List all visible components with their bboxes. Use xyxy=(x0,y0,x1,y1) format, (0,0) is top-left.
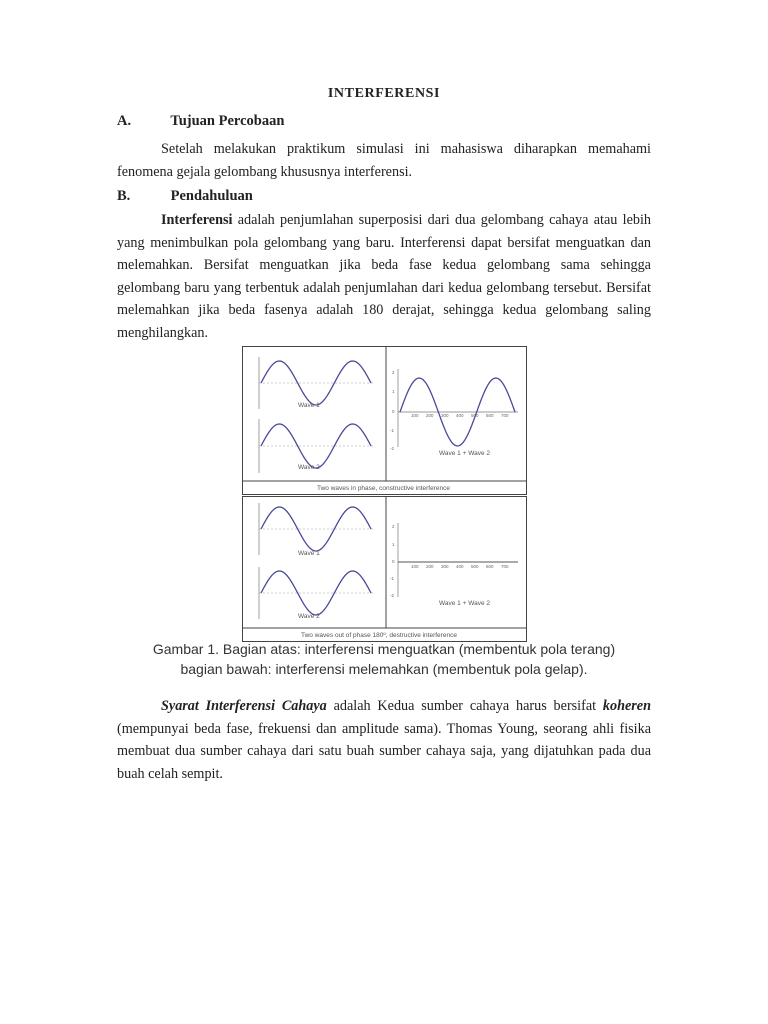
y-tick: -2 xyxy=(390,446,395,451)
y-tick: -1 xyxy=(390,576,395,581)
y-tick: 0 xyxy=(392,409,395,414)
term-koheren: koheren xyxy=(602,698,651,714)
section-b-label: Pendahuluan xyxy=(170,188,253,204)
wave-2-label: Wave 2 xyxy=(298,464,320,471)
x-tick: 100 xyxy=(411,413,419,418)
wave-1-label: Wave 1 xyxy=(298,402,320,409)
figure-constructive-graph xyxy=(243,347,526,494)
x-tick: 600 xyxy=(486,413,494,418)
section-a-number: A. xyxy=(117,113,132,129)
x-tick: 700 xyxy=(501,413,509,418)
y-tick-labels xyxy=(390,524,395,598)
figure-destructive-graph xyxy=(243,497,526,641)
x-tick: 700 xyxy=(501,564,509,569)
paragraph-introduction xyxy=(117,209,651,344)
x-tick: 200 xyxy=(426,413,434,418)
term-interferensi: Interferensi xyxy=(161,212,233,228)
wave-2-label: Wave 2 xyxy=(298,613,320,620)
x-tick: 200 xyxy=(426,564,434,569)
paragraph-purpose-text: Setelah melakukan praktikum simulasi ini mahasiswa diharapkan memahami fenomena gejala gelombang khususnya interferensi. xyxy=(117,141,651,180)
term-syarat-interferensi: Syarat Interferensi Cahaya xyxy=(161,698,327,714)
y-tick: 1 xyxy=(392,542,395,547)
figure-caption-line-1: Gambar 1. Bagian atas: interferensi menguatkan (membentuk pola terang) xyxy=(152,641,616,657)
section-a-label: Tujuan Percobaan xyxy=(170,113,285,129)
figure-destructive-caption: Two waves out of phase 180º, destructive interference xyxy=(301,632,457,639)
x-tick-labels xyxy=(411,413,509,418)
x-tick: 400 xyxy=(456,413,464,418)
paragraph-conditions-text-2: (mempunyai beda fase, frekuensi dan amplitude sama). Thomas Young, seorang ahli fisika membuat dua sumber cahaya dari satu buah sumber cahaya saja, yang dijatuhkan pada dua buah celah sempit. xyxy=(117,720,651,782)
paragraph-conditions-text-1: adalah Kedua sumber cahaya harus bersifat xyxy=(326,698,603,714)
figure-caption-line-2: bagian bawah: interferensi melemahkan (membentuk pola gelap). xyxy=(180,661,588,677)
x-tick: 300 xyxy=(441,413,449,418)
section-b-heading xyxy=(117,188,253,205)
x-tick: 300 xyxy=(441,564,449,569)
x-tick: 500 xyxy=(471,413,479,418)
page-title: INTERFERENSI xyxy=(327,86,441,101)
y-tick: -1 xyxy=(390,428,395,433)
section-b-number: B. xyxy=(117,188,131,204)
y-tick: 2 xyxy=(392,524,395,529)
wave-1-label: Wave 1 xyxy=(298,550,320,557)
paragraph-conditions xyxy=(117,695,651,785)
x-tick: 500 xyxy=(471,564,479,569)
paragraph-purpose xyxy=(117,138,651,183)
x-tick: 400 xyxy=(456,564,464,569)
wave-sum-label: Wave 1 + Wave 2 xyxy=(439,450,490,457)
y-tick: -2 xyxy=(390,593,395,598)
section-a-heading xyxy=(117,113,284,130)
figure-constructive xyxy=(242,346,527,495)
y-tick: 0 xyxy=(392,559,395,564)
x-tick: 100 xyxy=(411,564,419,569)
y-tick: 2 xyxy=(392,370,395,375)
figure-constructive-caption: Two waves in phase, constructive interference xyxy=(317,485,450,492)
y-tick: 1 xyxy=(392,389,395,394)
y-tick-labels xyxy=(390,370,395,451)
figure-destructive xyxy=(242,496,527,642)
wave-sum-label: Wave 1 + Wave 2 xyxy=(439,600,490,607)
x-tick-labels xyxy=(411,564,509,569)
paragraph-introduction-text: adalah penjumlahan superposisi dari dua gelombang cahaya atau lebih yang menimbulkan pola gelombang yang baru. Interferensi dapat bersifat menguatkan dan melemahkan. Bersifat menguatkan jika beda fase kedua gelombang sama sehingga gelombang baru yang terbentuk adalah penjumlahan dari kedua gelombang tersebut. Bersifat melemahkan jika beda fasenya adalah 180 derajat, sehingga kedua gelombang saling menghilangkan. xyxy=(117,212,651,341)
x-tick: 600 xyxy=(486,564,494,569)
